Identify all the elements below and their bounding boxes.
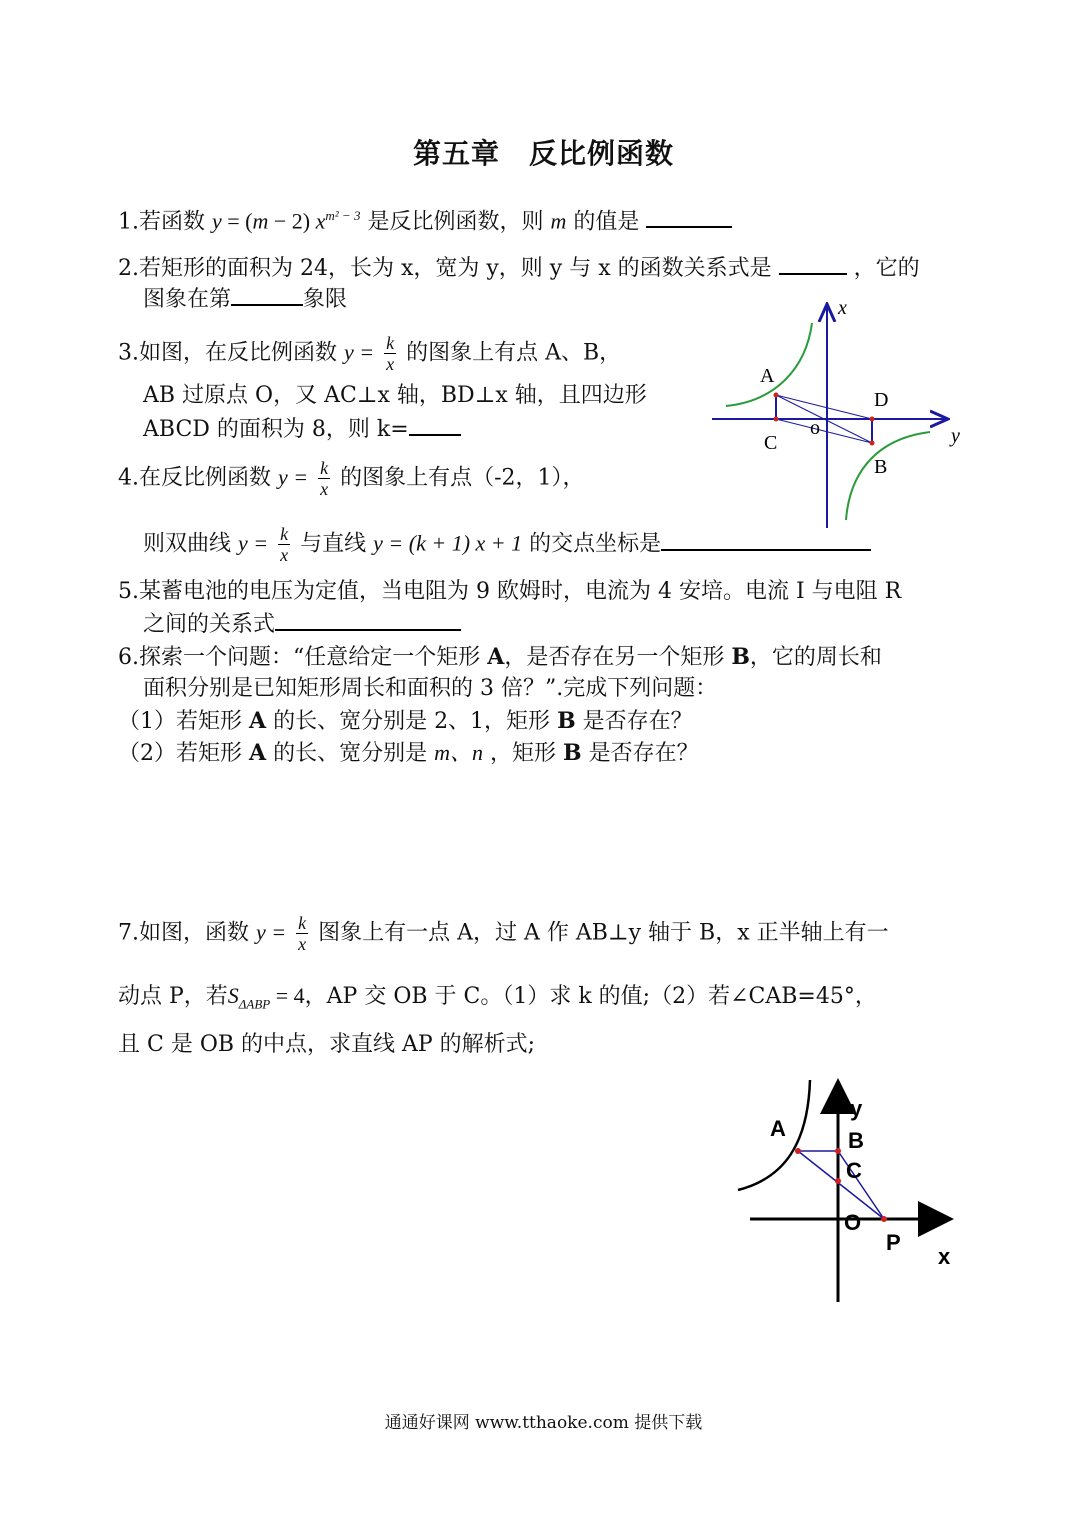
q6-p1-c: 是否存在？: [575, 709, 693, 734]
q4-prefix: 4.在反比例函数: [118, 465, 271, 491]
q6-p2-mn: m、n: [434, 740, 483, 765]
fig1-label-b: B: [874, 456, 888, 478]
question-5-line-2: [143, 609, 461, 639]
q3-eq-lhs: y =: [344, 339, 375, 365]
fig2-point-a: [795, 1148, 801, 1154]
q1-eq-rest: − 2): [268, 208, 316, 234]
q6-p1-b: 的长、宽分别是 2、1，矩形: [266, 709, 558, 734]
question-7-line-2: [118, 982, 877, 1018]
page-title: 第五章 反比例函数: [412, 137, 674, 170]
fig1-point-d: [870, 417, 875, 422]
q4-fraction-2: [278, 524, 290, 565]
q4-frac-num-2: k: [280, 524, 289, 544]
q6-p2-rect-b: B: [562, 740, 582, 766]
q6-line1-c: ，它的周长和: [749, 645, 882, 670]
fig1-label-c: C: [764, 432, 778, 454]
q7-area-value: = 4: [270, 983, 305, 1008]
fig2-label-o: O: [844, 1210, 862, 1235]
q1-suffix-b: 的值是: [566, 209, 640, 235]
q3-answer-blank[interactable]: [409, 414, 461, 436]
q4-suffix: 的图象上有点（-2，1），: [340, 465, 585, 491]
q2-line2-text: 图象在第: [143, 287, 232, 312]
fig2-label-a: A: [770, 1116, 786, 1141]
q6-line1-a: 6.探索一个问题：“任意给定一个矩形: [118, 645, 488, 670]
figure-2-diagram: [730, 1068, 970, 1308]
q2-line1-text: 2.若矩形的面积为 24，长为 x，宽为 y，则 y 与 x 的函数关系式是: [118, 256, 772, 281]
q3-suffix: 的图象上有点 A、B，: [406, 340, 622, 366]
q1-answer-blank[interactable]: [646, 206, 732, 228]
q1-suffix-a: 是反比例函数，则: [367, 209, 551, 235]
q2-line2-end: 象限: [303, 287, 348, 312]
q1-prefix: 1.若函数: [118, 209, 205, 235]
q7-line2-a: 动点 P，若: [118, 984, 228, 1009]
q4-eq-lhs-2: y =: [238, 530, 269, 556]
q1-eq-exponent: m² − 3: [325, 208, 361, 223]
fig1-point-a: [774, 393, 779, 398]
q7-area-symbol: S: [227, 983, 239, 1008]
q6-rect-a: A: [487, 644, 505, 670]
fig2-label-y: y: [850, 1096, 863, 1121]
fig1-label-d: D: [874, 389, 889, 411]
q2-answer-blank-1[interactable]: [779, 253, 847, 275]
question-6-line-1: [118, 643, 882, 672]
fig1-label-o: o: [810, 417, 820, 439]
q1-eq-y: y: [212, 208, 222, 234]
fig2-point-p: [881, 1216, 887, 1222]
q7-eq-lhs: y =: [256, 919, 287, 945]
q4-line-equation: y = (k + 1) x + 1: [373, 530, 523, 556]
q4-frac-den: x: [320, 479, 329, 499]
q6-p2-a: （2）若矩形: [118, 741, 249, 766]
q2-line1-end: ，它的: [853, 256, 920, 281]
fig1-label-y: y: [951, 425, 960, 447]
q3-frac-den: x: [386, 354, 395, 374]
q5-answer-blank[interactable]: [275, 609, 461, 631]
q6-rect-b: B: [731, 644, 750, 670]
question-2-line-1: [118, 253, 920, 283]
question-4-line-1: [118, 458, 585, 499]
q5-line2-text: 之间的关系式: [143, 612, 276, 637]
fig2-label-x: x: [938, 1244, 951, 1269]
q4-line2-mid: 与直线: [300, 531, 367, 557]
q6-p2-b: 的长、宽分别是: [266, 741, 435, 766]
question-7-line-1: [118, 913, 889, 954]
q4-frac-den-2: x: [280, 545, 289, 565]
fig1-point-c: [774, 417, 779, 422]
fig1-hyperbola-lower-right: [846, 432, 930, 520]
q6-p1-a: （1）若矩形: [118, 709, 249, 734]
figure-1-diagram: [706, 298, 976, 528]
fig1-point-b: [870, 441, 875, 446]
q3-line3-text: ABCD 的面积为 8，则 k=: [143, 417, 409, 442]
question-4-line-2: [143, 524, 871, 565]
fig1-segment-ad: [776, 395, 872, 419]
question-6-part-1: [118, 707, 693, 736]
q2-answer-blank-2[interactable]: [231, 284, 303, 306]
q7-suffix: 图象上有一点 A，过 A 作 AB⊥y 轴于 B，x 正半轴上有一: [318, 920, 889, 946]
q7-line2-b: ，AP 交 OB 于 C。（1）求 k 的值;（2）若∠CAB=45°，: [304, 984, 877, 1009]
fig1-label-a: A: [760, 365, 775, 387]
q4-line2-suffix: 的交点坐标是: [529, 531, 662, 557]
q3-fraction: [384, 333, 396, 374]
fig1-label-x: x: [838, 298, 847, 319]
question-6-part-2: [118, 739, 699, 768]
fig1-segment-cb: [776, 419, 872, 443]
page-footer: 通通好课网 www.tthaoke.com 提供下载: [384, 1413, 703, 1433]
fig2-segment-ap: [798, 1151, 884, 1219]
q4-frac-num: k: [320, 458, 329, 478]
q7-area-subscript: ΔABP: [238, 996, 271, 1012]
question-5-line-1: 5.某蓄电池的电压为定值，当电阻为 9 欧姆时，电流为 4 安培。电流 I 与电阻 R: [118, 579, 902, 604]
q3-prefix: 3.如图，在反比例函数: [118, 340, 337, 366]
question-3-line-1: [118, 333, 621, 374]
question-7-line-3: 且 C 是 OB 的中点，求直线 AP 的解析式;: [118, 1032, 536, 1057]
fig2-label-p: P: [886, 1230, 901, 1255]
q4-eq-lhs: y =: [278, 464, 309, 490]
q6-p1-rect-b: B: [557, 708, 576, 734]
question-3-line-2: AB 过原点 O，又 AC⊥x 轴，BD⊥x 轴，且四边形: [143, 383, 647, 408]
fig2-label-b: B: [848, 1128, 864, 1153]
fig2-label-c: C: [846, 1158, 862, 1183]
question-1: [118, 202, 732, 236]
q7-fraction: [296, 913, 308, 954]
q6-line1-b: ，是否存在另一个矩形: [504, 645, 732, 670]
q3-frac-num: k: [386, 333, 395, 353]
q1-eq-x: x: [315, 208, 326, 234]
q6-p2-rect-a: A: [249, 740, 267, 766]
fig2-point-c: [835, 1178, 841, 1184]
q7-prefix: 7.如图，函数: [118, 920, 249, 946]
q7-frac-den: x: [298, 934, 307, 954]
q7-frac-num: k: [298, 913, 307, 933]
q1-eq-m: m: [252, 208, 269, 234]
question-3-line-3: [143, 414, 461, 444]
q1-var-m: m: [550, 208, 567, 234]
q6-p2-d: 是否存在？: [581, 741, 699, 766]
question-2-line-2: [143, 284, 347, 314]
q6-p2-c: ，矩形: [482, 741, 563, 766]
q4-answer-blank[interactable]: [661, 529, 871, 551]
question-6-line-2: 面积分别是已知矩形周长和面积的 3 倍？”.完成下列问题：: [143, 676, 718, 701]
q4-line2-prefix: 则双曲线: [143, 531, 232, 557]
q4-fraction: [318, 458, 330, 499]
q1-eq-eq: = (: [221, 208, 253, 234]
fig2-point-b: [835, 1148, 841, 1154]
q6-p1-rect-a: A: [249, 708, 267, 734]
